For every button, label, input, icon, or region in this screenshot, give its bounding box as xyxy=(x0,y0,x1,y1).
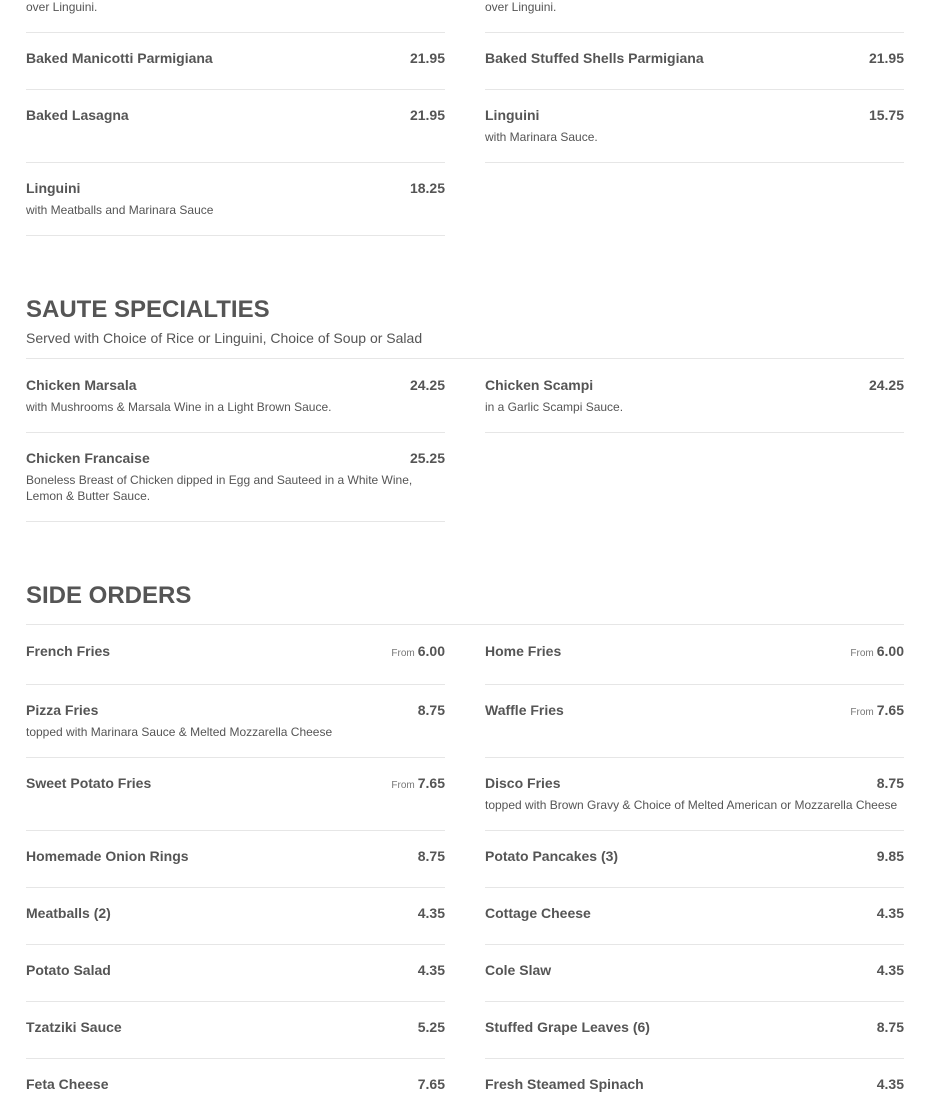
item-price: 4.35 xyxy=(876,1076,904,1092)
menu-item[interactable] xyxy=(485,848,904,888)
from-label: From xyxy=(850,707,874,718)
item-price: 4.35 xyxy=(417,905,445,921)
item-name: Chicken Francaise xyxy=(26,450,150,466)
menu-item[interactable] xyxy=(485,1076,904,1106)
menu-item[interactable] xyxy=(485,962,904,1002)
menu-item[interactable] xyxy=(26,377,445,433)
menu-item[interactable] xyxy=(485,775,904,831)
section-title-sides: SIDE ORDERS xyxy=(26,582,192,609)
from-label: From xyxy=(391,780,415,791)
item-description: Boneless Breast of Chicken dipped in Egg and Sauteed in a White Wine, Lemon & Butter Sauce. xyxy=(26,473,413,503)
price-value: 6.00 xyxy=(417,643,445,659)
item-name: Linguini xyxy=(485,107,540,123)
menu-item[interactable] xyxy=(26,643,445,685)
menu-item[interactable] xyxy=(26,50,445,90)
from-label: From xyxy=(391,648,415,659)
item-name: Disco Fries xyxy=(485,775,561,791)
item-name: Stuffed Grape Leaves (6) xyxy=(485,1019,650,1035)
item-name: Waffle Fries xyxy=(485,702,564,718)
item-price: 21.95 xyxy=(409,107,445,123)
item-price: 8.75 xyxy=(876,775,904,791)
menu-item[interactable] xyxy=(485,905,904,945)
item-description: with Meatballs and Marinara Sauce xyxy=(26,203,214,217)
item-name: Potato Pancakes (3) xyxy=(485,848,619,864)
item-price: 8.75 xyxy=(876,1019,904,1035)
item-price: 7.65 xyxy=(417,1076,445,1092)
section-divider xyxy=(26,624,904,625)
item-name: Feta Cheese xyxy=(26,1076,109,1092)
item-description: over Linguini. xyxy=(26,0,98,14)
item-name: Baked Stuffed Shells Parmigiana xyxy=(485,50,704,66)
item-price: 5.25 xyxy=(417,1019,445,1035)
item-description: topped with Marinara Sauce & Melted Mozzarella Cheese xyxy=(26,725,333,739)
item-price: 24.25 xyxy=(409,377,445,393)
item-price: 9.85 xyxy=(876,848,904,864)
item-description: with Marinara Sauce. xyxy=(485,130,598,144)
section-divider xyxy=(26,358,904,359)
item-description: topped with Brown Gravy & Choice of Melted American or Mozzarella Cheese xyxy=(485,798,898,812)
item-name: Chicken Scampi xyxy=(485,377,594,393)
item-name: Cole Slaw xyxy=(485,962,552,978)
menu-item[interactable] xyxy=(26,1076,445,1106)
menu-item[interactable] xyxy=(485,377,904,433)
item-price: 4.35 xyxy=(417,962,445,978)
menu-item[interactable] xyxy=(485,702,904,758)
item-price xyxy=(850,702,904,721)
item-name: Tzatziki Sauce xyxy=(26,1019,122,1035)
prev-item-left xyxy=(26,0,445,33)
price-value: 7.65 xyxy=(417,775,445,791)
menu-item[interactable] xyxy=(485,50,904,90)
item-price: 24.25 xyxy=(868,377,904,393)
item-price xyxy=(391,643,445,662)
item-price: 21.95 xyxy=(868,50,904,66)
item-name: Baked Manicotti Parmigiana xyxy=(26,50,213,66)
item-name: Potato Salad xyxy=(26,962,111,978)
item-price: 25.25 xyxy=(409,450,445,466)
item-name: Fresh Steamed Spinach xyxy=(485,1076,644,1092)
menu-item[interactable] xyxy=(26,107,445,163)
section-title-saute: SAUTE SPECIALTIES xyxy=(26,296,270,323)
item-name: Baked Lasagna xyxy=(26,107,129,123)
item-price xyxy=(850,643,904,662)
menu-item[interactable] xyxy=(485,1019,904,1059)
menu-item[interactable] xyxy=(485,643,904,685)
item-price: 21.95 xyxy=(409,50,445,66)
item-name: French Fries xyxy=(26,643,111,659)
menu-item[interactable] xyxy=(485,107,904,163)
menu-item[interactable] xyxy=(26,962,445,1002)
menu-item[interactable] xyxy=(26,180,445,236)
item-price: 15.75 xyxy=(868,107,904,123)
item-name: Home Fries xyxy=(485,643,562,659)
item-name: Homemade Onion Rings xyxy=(26,848,189,864)
item-description: with Mushrooms & Marsala Wine in a Light Brown Sauce. xyxy=(26,400,332,414)
item-name: Cottage Cheese xyxy=(485,905,591,921)
item-price: 8.75 xyxy=(417,848,445,864)
menu-item[interactable] xyxy=(26,450,445,522)
item-name: Linguini xyxy=(26,180,81,196)
menu-item[interactable] xyxy=(26,1019,445,1059)
menu-item[interactable] xyxy=(26,775,445,831)
price-value: 7.65 xyxy=(876,702,904,718)
item-price: 4.35 xyxy=(876,962,904,978)
item-name: Pizza Fries xyxy=(26,702,99,718)
item-price: 18.25 xyxy=(409,180,445,196)
item-name: Meatballs (2) xyxy=(26,905,111,921)
item-price xyxy=(391,775,445,794)
item-name: Chicken Marsala xyxy=(26,377,137,393)
item-price: 8.75 xyxy=(417,702,445,718)
menu-item[interactable] xyxy=(26,905,445,945)
price-value: 6.00 xyxy=(876,643,904,659)
item-price: 4.35 xyxy=(876,905,904,921)
menu-item[interactable] xyxy=(26,702,445,758)
item-name: Sweet Potato Fries xyxy=(26,775,152,791)
menu-item[interactable] xyxy=(26,848,445,888)
prev-item-right xyxy=(485,0,904,33)
section-subtitle-saute: Served with Choice of Rice or Linguini, Choice of Soup or Salad xyxy=(26,330,423,346)
from-label: From xyxy=(850,648,874,659)
item-description: in a Garlic Scampi Sauce. xyxy=(485,400,624,414)
item-description: over Linguini. xyxy=(485,0,557,14)
